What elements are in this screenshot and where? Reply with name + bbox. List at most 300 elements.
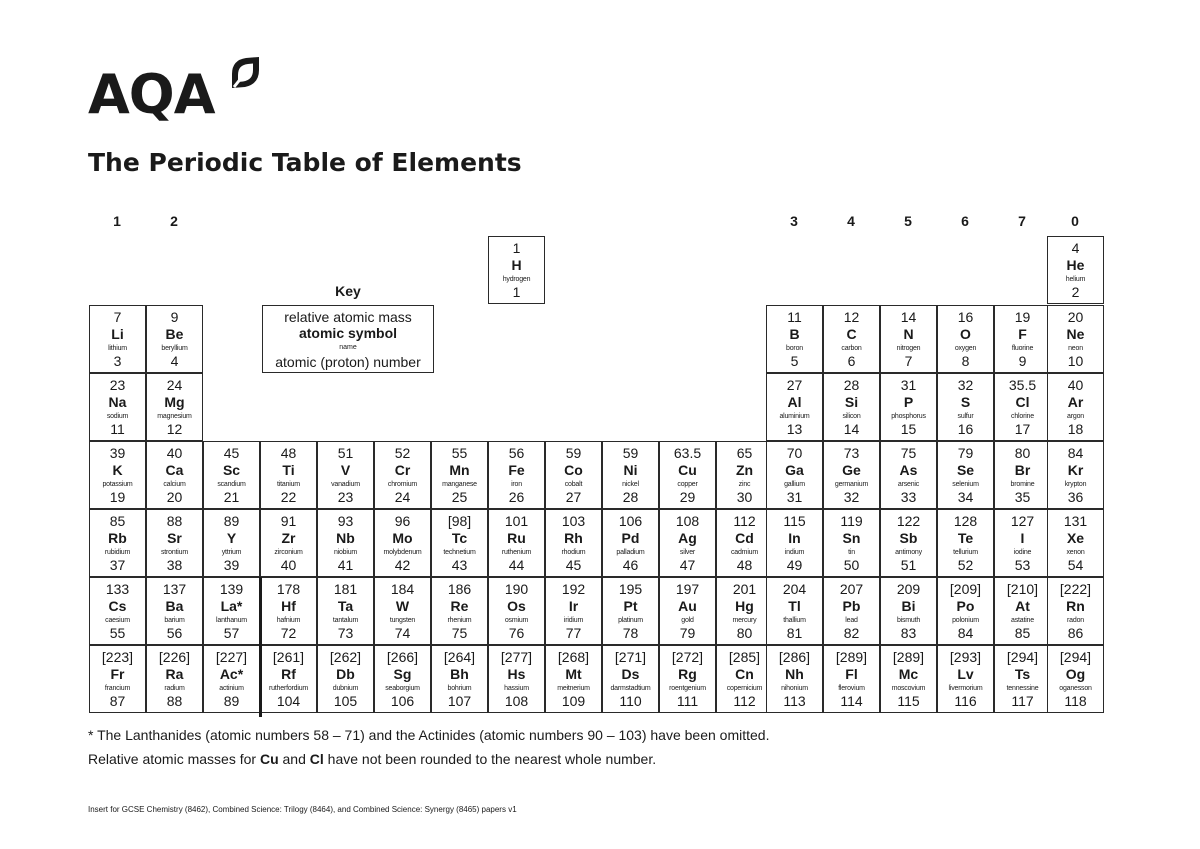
element-number: 12 bbox=[166, 421, 183, 437]
element-symbol: Ni bbox=[623, 462, 638, 478]
element-mass: 207 bbox=[839, 581, 864, 597]
element-number: 19 bbox=[109, 489, 126, 505]
element-cell bbox=[89, 441, 146, 509]
logo-text: AQA bbox=[88, 63, 215, 126]
element-symbol: Sn bbox=[842, 530, 861, 546]
element-number: 20 bbox=[166, 489, 183, 505]
element-name: yttrium bbox=[221, 549, 242, 556]
element-cell bbox=[488, 645, 545, 713]
element-symbol: Po bbox=[956, 598, 975, 614]
element-symbol: Ne bbox=[1066, 326, 1085, 342]
element-number: 75 bbox=[451, 625, 468, 641]
element-symbol: Ga bbox=[785, 462, 804, 478]
element-cell bbox=[602, 577, 659, 645]
element-number: 114 bbox=[840, 693, 863, 709]
element-name: neon bbox=[1068, 345, 1083, 352]
element-cell bbox=[260, 577, 317, 645]
element-name: hafnium bbox=[276, 617, 301, 624]
element-symbol: Pd bbox=[621, 530, 640, 546]
element-mass: 197 bbox=[675, 581, 700, 597]
element-cell bbox=[659, 645, 716, 713]
element-name: cadmium bbox=[731, 549, 758, 556]
element-mass: 108 bbox=[675, 513, 700, 529]
element-number: 6 bbox=[847, 353, 856, 369]
element-mass: 112 bbox=[733, 513, 756, 529]
element-symbol: Cs bbox=[108, 598, 127, 614]
element-cell bbox=[1047, 373, 1104, 441]
element-cell bbox=[374, 645, 431, 713]
element-mass: 19 bbox=[1014, 309, 1031, 325]
element-mass: [209] bbox=[949, 581, 982, 597]
element-name: hydrogen bbox=[502, 276, 531, 283]
element-number: 57 bbox=[223, 625, 240, 641]
element-number: 17 bbox=[1014, 421, 1031, 437]
element-mass: 84 bbox=[1067, 445, 1084, 461]
group-number: 1 bbox=[113, 213, 121, 229]
element-cell bbox=[89, 509, 146, 577]
element-mass: [223] bbox=[101, 649, 134, 665]
element-symbol: K bbox=[112, 462, 123, 478]
element-symbol: Ru bbox=[507, 530, 526, 546]
element-number: 35 bbox=[1014, 489, 1031, 505]
element-symbol: Zn bbox=[735, 462, 754, 478]
element-symbol: Rf bbox=[281, 666, 296, 682]
footnote-rounding-pre: Relative atomic masses for bbox=[88, 751, 260, 767]
element-name: lead bbox=[845, 617, 858, 624]
element-mass: 80 bbox=[1014, 445, 1031, 461]
element-number: 22 bbox=[280, 489, 297, 505]
element-cell bbox=[545, 509, 602, 577]
element-mass: 59 bbox=[565, 445, 582, 461]
element-symbol: Sc bbox=[222, 462, 241, 478]
footnote-rounding-mid: and bbox=[278, 751, 310, 767]
element-symbol: Rb bbox=[108, 530, 127, 546]
element-mass: 115 bbox=[783, 513, 806, 529]
element-mass: [286] bbox=[778, 649, 811, 665]
element-symbol: At bbox=[1015, 598, 1030, 614]
element-number: 73 bbox=[337, 625, 354, 641]
element-mass: 178 bbox=[276, 581, 301, 597]
element-mass: 27 bbox=[786, 377, 803, 393]
element-symbol: Tc bbox=[451, 530, 468, 546]
element-cell bbox=[1047, 236, 1104, 304]
element-symbol: Br bbox=[1014, 462, 1031, 478]
element-number: 5 bbox=[790, 353, 799, 369]
element-mass: 103 bbox=[561, 513, 586, 529]
element-symbol: Ta bbox=[337, 598, 354, 614]
footnote-rounding-post: have not been rounded to the nearest whole number. bbox=[323, 751, 657, 767]
element-number: 43 bbox=[451, 557, 468, 573]
element-cell bbox=[203, 645, 260, 713]
element-cell bbox=[89, 645, 146, 713]
element-mass: 190 bbox=[504, 581, 529, 597]
element-mass: 106 bbox=[618, 513, 643, 529]
element-name: aluminium bbox=[779, 413, 810, 420]
element-number: 36 bbox=[1067, 489, 1084, 505]
element-number: 87 bbox=[109, 693, 126, 709]
element-number: 55 bbox=[109, 625, 126, 641]
element-number: 84 bbox=[957, 625, 974, 641]
element-mass: 137 bbox=[162, 581, 187, 597]
element-name: lithium bbox=[108, 345, 127, 352]
element-mass: 1 bbox=[512, 240, 521, 256]
element-mass: 128 bbox=[953, 513, 978, 529]
element-name: nihonium bbox=[781, 685, 808, 692]
element-mass: 59 bbox=[622, 445, 639, 461]
element-mass: 7 bbox=[113, 309, 122, 325]
element-cell bbox=[937, 373, 994, 441]
element-symbol: Ba bbox=[165, 598, 184, 614]
element-name: copper bbox=[677, 481, 698, 488]
element-cell bbox=[431, 577, 488, 645]
element-name: bohrium bbox=[447, 685, 472, 692]
element-mass: 32 bbox=[957, 377, 974, 393]
element-number: 54 bbox=[1067, 557, 1084, 573]
element-symbol: Ca bbox=[165, 462, 184, 478]
element-mass: 201 bbox=[732, 581, 757, 597]
element-name: oganesson bbox=[1059, 685, 1092, 692]
element-number: 11 bbox=[110, 421, 125, 437]
element-symbol: In bbox=[788, 530, 801, 546]
element-name: lanthanum bbox=[216, 617, 247, 624]
element-number: 104 bbox=[276, 693, 301, 709]
element-symbol: F bbox=[1018, 326, 1027, 342]
element-cell bbox=[823, 373, 880, 441]
element-symbol: Cl bbox=[1015, 394, 1030, 410]
element-symbol: Li bbox=[111, 326, 124, 342]
element-number: 79 bbox=[679, 625, 696, 641]
element-cell bbox=[937, 305, 994, 373]
element-cell bbox=[602, 645, 659, 713]
element-mass: 45 bbox=[223, 445, 240, 461]
element-mass: 139 bbox=[219, 581, 244, 597]
element-number: 16 bbox=[957, 421, 974, 437]
element-number: 88 bbox=[166, 693, 183, 709]
group-number: 3 bbox=[790, 213, 798, 229]
element-number: 77 bbox=[565, 625, 582, 641]
element-number: 29 bbox=[679, 489, 696, 505]
element-number: 4 bbox=[170, 353, 179, 369]
element-mass: 56 bbox=[508, 445, 525, 461]
element-name: bismuth bbox=[896, 617, 921, 624]
element-cell bbox=[431, 645, 488, 713]
element-cell bbox=[994, 305, 1051, 373]
element-name: seaborgium bbox=[385, 685, 420, 692]
element-mass: [271] bbox=[614, 649, 647, 665]
element-cell bbox=[766, 577, 823, 645]
element-number: 8 bbox=[961, 353, 970, 369]
element-mass: 70 bbox=[786, 445, 803, 461]
element-number: 31 bbox=[786, 489, 803, 505]
element-name: polonium bbox=[952, 617, 979, 624]
element-number: 7 bbox=[904, 353, 913, 369]
group-number: 0 bbox=[1071, 213, 1079, 229]
element-mass: [210] bbox=[1006, 581, 1039, 597]
element-name: radium bbox=[164, 685, 185, 692]
element-symbol: Sb bbox=[899, 530, 918, 546]
element-symbol: W bbox=[395, 598, 410, 614]
element-name: hassium bbox=[504, 685, 529, 692]
element-symbol: Mc bbox=[898, 666, 919, 682]
element-cell bbox=[716, 509, 773, 577]
element-cell bbox=[994, 509, 1051, 577]
element-name: darmstadtium bbox=[610, 685, 651, 692]
element-number: 53 bbox=[1014, 557, 1031, 573]
element-cell bbox=[937, 577, 994, 645]
element-number: 89 bbox=[223, 693, 240, 709]
element-cell bbox=[374, 441, 431, 509]
element-name: technetium bbox=[443, 549, 476, 556]
element-number: 28 bbox=[622, 489, 639, 505]
element-symbol: Ge bbox=[842, 462, 861, 478]
element-name: chromium bbox=[387, 481, 418, 488]
element-cell bbox=[488, 441, 545, 509]
element-cell bbox=[260, 645, 317, 713]
element-name: mercury bbox=[732, 617, 757, 624]
element-number: 81 bbox=[786, 625, 803, 641]
element-symbol: Tl bbox=[788, 598, 801, 614]
element-name: gold bbox=[681, 617, 694, 624]
element-number: 105 bbox=[333, 693, 358, 709]
element-name: antimony bbox=[895, 549, 922, 556]
element-number: 49 bbox=[786, 557, 803, 573]
element-cell bbox=[880, 645, 937, 713]
element-name: phosphorus bbox=[891, 413, 926, 420]
element-number: 48 bbox=[736, 557, 753, 573]
element-number: 111 bbox=[676, 693, 699, 709]
element-name: radon bbox=[1067, 617, 1084, 624]
element-cell bbox=[1047, 305, 1104, 373]
element-mass: [226] bbox=[158, 649, 191, 665]
element-symbol: Ra bbox=[165, 666, 184, 682]
element-number: 3 bbox=[113, 353, 122, 369]
element-mass: 133 bbox=[105, 581, 130, 597]
element-name: moscovium bbox=[891, 685, 926, 692]
element-number: 107 bbox=[447, 693, 472, 709]
element-number: 26 bbox=[508, 489, 525, 505]
element-symbol: N bbox=[903, 326, 914, 342]
element-cell bbox=[317, 577, 374, 645]
element-name: silver bbox=[679, 549, 696, 556]
group-number: 2 bbox=[170, 213, 178, 229]
element-name: iodine bbox=[1013, 549, 1032, 556]
element-cell bbox=[937, 645, 994, 713]
element-symbol: Ts bbox=[1014, 666, 1031, 682]
element-symbol: He bbox=[1066, 257, 1085, 273]
element-number: 42 bbox=[394, 557, 411, 573]
element-name: bromine bbox=[1010, 481, 1035, 488]
element-cell bbox=[602, 509, 659, 577]
element-number: 76 bbox=[508, 625, 525, 641]
element-name: livermorium bbox=[948, 685, 983, 692]
element-mass: [285] bbox=[728, 649, 761, 665]
element-mass: [277] bbox=[500, 649, 533, 665]
element-symbol: O bbox=[960, 326, 971, 342]
element-name: chlorine bbox=[1011, 413, 1034, 420]
element-cell bbox=[716, 441, 773, 509]
element-cell bbox=[1047, 441, 1104, 509]
element-cell bbox=[374, 577, 431, 645]
element-symbol: Ar bbox=[1067, 394, 1084, 410]
element-mass: [289] bbox=[892, 649, 925, 665]
element-symbol: Hs bbox=[507, 666, 526, 682]
element-name: krypton bbox=[1064, 481, 1087, 488]
element-number: 112 bbox=[733, 693, 756, 709]
element-name: boron bbox=[786, 345, 803, 352]
element-symbol: Se bbox=[956, 462, 975, 478]
element-name: actinium bbox=[219, 685, 244, 692]
element-cell bbox=[937, 441, 994, 509]
element-symbol: Cr bbox=[394, 462, 411, 478]
element-name: nitrogen bbox=[896, 345, 921, 352]
leaf-icon bbox=[228, 54, 262, 92]
element-cell bbox=[203, 577, 260, 645]
element-name: strontium bbox=[161, 549, 188, 556]
element-mass: 75 bbox=[900, 445, 917, 461]
group-number: 4 bbox=[847, 213, 855, 229]
element-cell bbox=[659, 509, 716, 577]
element-symbol: Hf bbox=[281, 598, 296, 614]
element-number: 34 bbox=[957, 489, 974, 505]
element-mass: [98] bbox=[447, 513, 472, 529]
element-symbol: Ir bbox=[568, 598, 579, 614]
element-mass: 4 bbox=[1071, 240, 1080, 256]
element-name: tantalum bbox=[332, 617, 359, 624]
insert-text: Insert for GCSE Chemistry (8462), Combined Science: Trilogy (8464), and Combined Science: Synergy (8465) papers v1 bbox=[88, 805, 517, 814]
element-number: 40 bbox=[280, 557, 297, 573]
element-mass: 181 bbox=[333, 581, 358, 597]
element-symbol: Mo bbox=[392, 530, 413, 546]
element-mass: 209 bbox=[896, 581, 921, 597]
element-cell bbox=[146, 441, 203, 509]
element-cell bbox=[823, 305, 880, 373]
element-cell bbox=[1047, 645, 1104, 713]
element-mass: [294] bbox=[1006, 649, 1039, 665]
element-mass: 119 bbox=[840, 513, 863, 529]
element-cell bbox=[545, 577, 602, 645]
element-mass: [262] bbox=[329, 649, 362, 665]
element-mass: 20 bbox=[1067, 309, 1084, 325]
element-name: arsenic bbox=[897, 481, 920, 488]
element-number: 86 bbox=[1067, 625, 1084, 641]
element-cell bbox=[659, 577, 716, 645]
element-mass: 35.5 bbox=[1008, 377, 1037, 393]
element-mass: 31 bbox=[900, 377, 917, 393]
element-number: 13 bbox=[786, 421, 803, 437]
element-number: 83 bbox=[900, 625, 917, 641]
element-name: zinc bbox=[738, 481, 751, 488]
element-mass: [222] bbox=[1059, 581, 1092, 597]
element-cell bbox=[89, 373, 146, 441]
element-symbol: Fl bbox=[845, 666, 858, 682]
element-mass: 11 bbox=[787, 309, 802, 325]
element-number: 44 bbox=[508, 557, 525, 573]
element-symbol: Cu bbox=[678, 462, 697, 478]
element-cell bbox=[317, 509, 374, 577]
element-mass: 96 bbox=[394, 513, 411, 529]
element-cell bbox=[1047, 509, 1104, 577]
element-symbol: Rg bbox=[678, 666, 697, 682]
element-number: 39 bbox=[223, 557, 240, 573]
element-cell bbox=[994, 441, 1051, 509]
element-symbol: Sr bbox=[167, 530, 182, 546]
footnote-rounding bbox=[88, 751, 656, 767]
element-name: zirconium bbox=[274, 549, 303, 556]
element-name: titanium bbox=[277, 481, 300, 488]
key-mass: relative atomic mass bbox=[284, 309, 412, 325]
element-symbol: Rn bbox=[1066, 598, 1085, 614]
element-name: helium bbox=[1065, 276, 1086, 283]
element-mass: [227] bbox=[215, 649, 248, 665]
element-mass: [268] bbox=[557, 649, 590, 665]
element-symbol: Ds bbox=[621, 666, 640, 682]
element-number: 113 bbox=[783, 693, 806, 709]
element-name: copernicium bbox=[726, 685, 763, 692]
element-cell bbox=[203, 509, 260, 577]
element-number: 23 bbox=[337, 489, 354, 505]
element-name: xenon bbox=[1066, 549, 1085, 556]
element-mass: 184 bbox=[390, 581, 415, 597]
element-name: molybdenum bbox=[383, 549, 422, 556]
element-cell bbox=[488, 577, 545, 645]
element-number: 117 bbox=[1011, 693, 1034, 709]
footnote-cl: Cl bbox=[309, 751, 324, 767]
group-number: 5 bbox=[904, 213, 912, 229]
element-number: 10 bbox=[1067, 353, 1084, 369]
key-label: Key bbox=[335, 283, 361, 299]
element-cell bbox=[431, 509, 488, 577]
element-cell bbox=[880, 577, 937, 645]
element-symbol: Al bbox=[787, 394, 802, 410]
element-symbol: Ac* bbox=[219, 666, 244, 682]
element-number: 74 bbox=[394, 625, 411, 641]
element-name: sodium bbox=[106, 413, 129, 420]
element-name: rhenium bbox=[447, 617, 472, 624]
element-name: osmium bbox=[504, 617, 529, 624]
element-symbol: H bbox=[511, 257, 522, 273]
footnote-cu: Cu bbox=[259, 751, 279, 767]
element-mass: 14 bbox=[900, 309, 917, 325]
element-number: 2 bbox=[1071, 284, 1080, 300]
element-cell bbox=[146, 305, 203, 373]
element-cell bbox=[260, 441, 317, 509]
element-name: argon bbox=[1067, 413, 1084, 420]
element-name: cobalt bbox=[564, 481, 583, 488]
element-mass: 79 bbox=[957, 445, 974, 461]
element-cell bbox=[146, 577, 203, 645]
element-symbol: Fe bbox=[508, 462, 525, 478]
element-mass: 73 bbox=[843, 445, 860, 461]
element-symbol: S bbox=[960, 394, 971, 410]
element-symbol: Co bbox=[564, 462, 583, 478]
element-symbol: C bbox=[846, 326, 857, 342]
element-name: dubnium bbox=[332, 685, 359, 692]
element-number: 9 bbox=[1018, 353, 1027, 369]
element-name: iridium bbox=[563, 617, 584, 624]
element-number: 116 bbox=[954, 693, 977, 709]
footnote-omitted: * The Lanthanides (atomic numbers 58 – 71) and the Actinides (atomic numbers 90 – 103) have been omitted. bbox=[88, 727, 770, 743]
element-number: 106 bbox=[390, 693, 415, 709]
element-name: beryllium bbox=[161, 345, 188, 352]
element-cell bbox=[994, 373, 1051, 441]
element-cell bbox=[716, 645, 773, 713]
element-name: tellurium bbox=[953, 549, 978, 556]
element-cell bbox=[146, 373, 203, 441]
element-number: 78 bbox=[622, 625, 639, 641]
element-mass: [261] bbox=[272, 649, 305, 665]
element-name: tin bbox=[848, 549, 855, 556]
element-symbol: P bbox=[903, 394, 914, 410]
